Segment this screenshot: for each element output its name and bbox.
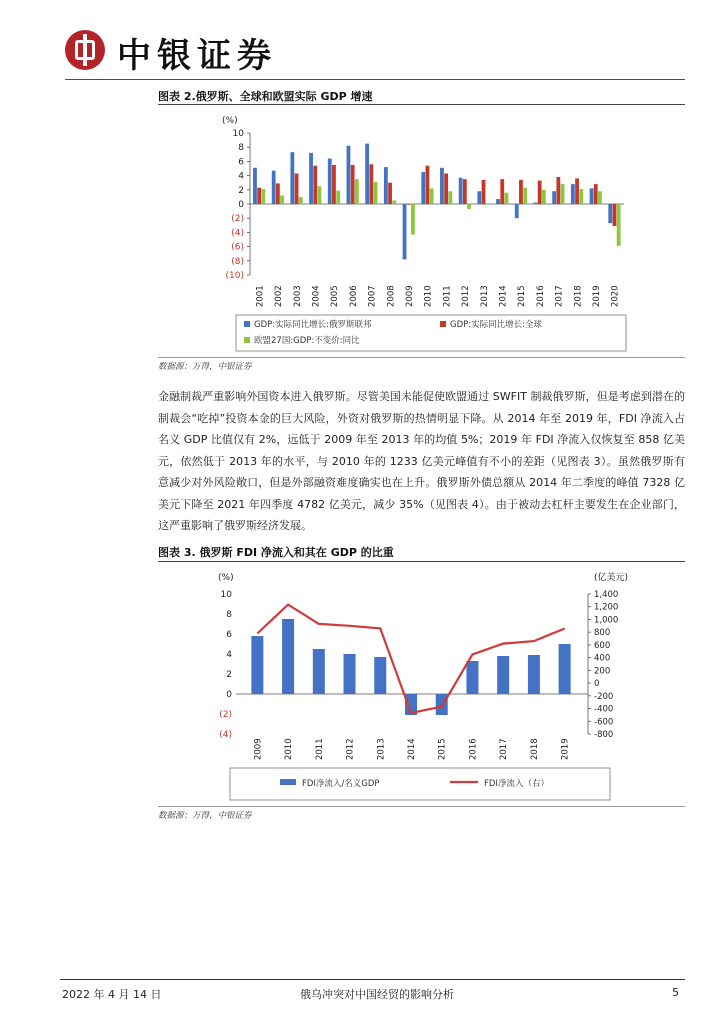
fig3-left-axis-label: (%) [218, 573, 234, 583]
fig2-bar [355, 179, 359, 204]
fig2-legend-swatch [440, 321, 446, 327]
fig2-bar [594, 184, 598, 204]
fig3-right-tick-label: 1,400 [594, 590, 619, 600]
fig3-xtick-label: 2017 [499, 738, 510, 760]
fig2-bar [351, 165, 355, 204]
fig2-xtick-label: 2007 [367, 285, 378, 307]
figure3-title: 图表 3. 俄罗斯 FDI 净流入和其在 GDP 的比重 [158, 546, 394, 559]
fig3-xtick-label: 2010 [284, 738, 295, 760]
fig2-bar [496, 199, 500, 204]
fig3-legend-label: FDI净流入/名义GDP [302, 779, 380, 789]
fig2-xtick-label: 2014 [498, 285, 509, 307]
brand-name: 中银证券 [117, 36, 277, 76]
fig3-right-tick-label: 0 [594, 679, 600, 690]
fig3-bar [374, 657, 386, 694]
fig2-bar [309, 153, 313, 204]
fig2-legend-label: 欧盟27国:GDP:不变价:同比 [254, 336, 360, 346]
fig2-bar [552, 191, 556, 204]
fig2-bar [590, 188, 594, 204]
fig2-xtick-label: 2010 [423, 285, 434, 307]
fig2-xtick-label: 2006 [348, 285, 359, 307]
fig2-bar [542, 190, 546, 204]
fig2-ylabel: (%) [222, 116, 238, 126]
fig2-bar [347, 146, 351, 204]
fig2-ytick-label: 6 [238, 157, 244, 168]
fig2-bar [459, 178, 463, 204]
fig3-bar [282, 619, 294, 694]
page-number: 5 [672, 986, 679, 999]
fig2-bar [579, 189, 583, 204]
footer-date: 2022 年 4 月 14 日 [62, 988, 162, 1001]
fig2-bar [519, 180, 523, 204]
fig2-bar [538, 181, 542, 204]
figure2-title: 图表 2.俄罗斯、全球和欧盟实际 GDP 增速 [158, 90, 373, 103]
fig3-left-tick-label: (2) [219, 710, 232, 720]
fig2-ytick-label: 2 [238, 185, 244, 196]
fig2-bar [556, 177, 560, 204]
fig3-xtick-label: 2009 [253, 738, 264, 760]
fig2-xtick-label: 2015 [517, 285, 528, 307]
fig3-left-tick-label: 8 [226, 610, 232, 620]
fig2-bar [486, 204, 490, 205]
fig3-right-tick-label: -600 [594, 717, 614, 728]
fig2-bar [407, 204, 411, 205]
fig3-right-tick-label: 200 [594, 666, 611, 677]
fig2-xtick-label: 2003 [292, 285, 303, 307]
fig2-bar [534, 203, 538, 204]
fig2-xtick-label: 2002 [274, 285, 285, 307]
fig2-xtick-label: 2016 [535, 285, 546, 307]
fig3-bar [466, 661, 478, 694]
fig3-right-tick-label: -800 [594, 730, 614, 740]
fig2-bar [365, 144, 369, 204]
fig2-bar [500, 179, 504, 204]
fig2-bar [426, 166, 430, 204]
fig2-bar [617, 204, 621, 246]
fig2-xtick-label: 2019 [591, 285, 602, 307]
fig2-bar [430, 188, 434, 204]
fig3-xtick-label: 2016 [468, 738, 479, 760]
fig2-bar [336, 191, 340, 204]
figure3-top-rule [158, 561, 685, 562]
fig2-bar [295, 173, 299, 204]
fig2-bar [613, 204, 617, 226]
fig2-bar [463, 179, 467, 204]
header-divider [65, 79, 685, 80]
fig3-bar [528, 655, 540, 694]
body-paragraph: 金融制裁严重影响外国资本进入俄罗斯。尽管美国未能促使欧盟通过 SWFIT 制裁俄罗斯，但是考虑到潜在的制裁会“吃掉”投资本金的巨大风险，外资对俄罗斯的热情明显下降。从 2014 年至 2019 年，FDI 净流入占名义 GDP 比值仅有 2%，远低于 2009 年至 2013 年的均值 5%；2019 年 FDI 净流入仅恢复至 858 亿美元，依然低于 2013 年的水平，与 2010 年的 1233 亿美元峰值有不小的差距（见图表 3）。虽然俄罗斯有意减少对外风险敞口，但是外部融资难度确实也在上升。俄罗斯外债总额从 2014 年二季度的峰值 7328 亿美元下降至 2021 年四季度 4782 亿美元，减少 35%（见图表 4）。由于被动去杠杆主要发生在企业部门，这严重影响了俄罗斯经济发展。 [158, 390, 685, 532]
fig2-legend-swatch [244, 321, 250, 327]
fig3-right-tick-label: 1,000 [594, 615, 619, 626]
fig3-left-tick-label: 6 [226, 630, 232, 640]
fig2-xtick-label: 2004 [311, 285, 322, 307]
fig2-bar [571, 184, 575, 204]
fig2-xtick-label: 2001 [255, 285, 266, 307]
fig3-xtick-label: 2012 [345, 738, 356, 760]
figure3-bottom-rule [158, 806, 685, 807]
fig2-legend-label: GDP:实际同比增长:全球 [450, 320, 542, 330]
fig2-xtick-label: 2009 [404, 285, 415, 307]
figure2-chart [158, 105, 685, 355]
fig2-bar [257, 188, 261, 204]
fig3-right-tick-label: 600 [594, 640, 611, 651]
fig3-right-tick-label: 800 [594, 628, 611, 639]
fig3-xtick-label: 2018 [529, 738, 540, 760]
fig2-xtick-label: 2020 [610, 285, 621, 307]
fig3-legend-swatch [280, 779, 296, 785]
fig3-bar [559, 644, 571, 694]
fig2-ytick-label: (4) [231, 228, 244, 239]
fig3-xtick-label: 2015 [437, 738, 448, 760]
fig2-bar [421, 172, 425, 204]
fig2-bar [261, 189, 265, 204]
fig2-xtick-label: 2013 [479, 285, 490, 307]
fig3-bar [251, 636, 263, 694]
fig2-bar [598, 191, 602, 204]
fig3-xtick-label: 2014 [407, 738, 417, 760]
fig2-bar [411, 204, 415, 235]
fig2-xtick-label: 2011 [442, 285, 453, 307]
fig3-right-tick-label: -200 [594, 691, 614, 702]
fig3-left-tick-label: 2 [226, 670, 232, 680]
fig2-bar [318, 186, 322, 204]
fig2-xtick-label: 2018 [573, 285, 584, 307]
fig3-legend-label: FDI净流入（右） [484, 779, 549, 789]
figure3-source: 数据源：万得，中银证券 [158, 811, 252, 821]
figure3-chart [158, 564, 685, 804]
fig2-legend-label: GDP:实际同比增长:俄罗斯联邦 [254, 320, 372, 330]
fig2-bar [328, 159, 332, 204]
fig2-bar [280, 195, 284, 204]
fig2-bar [523, 188, 527, 204]
fig2-bar [515, 204, 519, 218]
fig2-bar [403, 204, 407, 259]
fig3-bar [497, 656, 509, 694]
fig2-bar [276, 183, 280, 204]
fig2-bar [253, 168, 257, 204]
fig2-bar [467, 204, 471, 209]
fig3-left-tick-label: 0 [226, 690, 232, 700]
fig3-xtick-label: 2019 [560, 738, 571, 760]
fig2-xtick-label: 2008 [386, 285, 397, 307]
fig2-ytick-label: 0 [238, 200, 244, 210]
report-header [65, 28, 685, 78]
fig3-xtick-label: 2013 [376, 738, 387, 760]
fig2-bar [272, 171, 276, 204]
fig2-bar [290, 152, 294, 204]
fig3-right-tick-label: 1,200 [594, 602, 619, 613]
fig2-bar [313, 166, 317, 204]
fig2-bar [388, 183, 392, 204]
fig3-left-tick-label: (4) [219, 730, 232, 740]
fig2-bar [505, 193, 509, 204]
fig2-bar [608, 204, 612, 223]
fig3-left-tick-label: 4 [226, 650, 232, 660]
fig2-bar [477, 191, 481, 204]
fig2-xtick-label: 2017 [554, 285, 565, 307]
fig2-bar [482, 180, 486, 204]
fig3-right-tick-label: 400 [594, 653, 611, 664]
fig2-xtick-label: 2005 [330, 285, 341, 307]
fig2-bar [561, 184, 565, 204]
fig3-left-tick-label: 10 [220, 590, 232, 600]
footer-title: 俄乌冲突对中国经贸的影响分析 [300, 988, 454, 1001]
bank-logo-icon [65, 30, 105, 70]
fig2-ytick-label: (2) [231, 214, 244, 225]
fig3-xtick-label: 2011 [314, 738, 325, 760]
fig2-ytick-label: (8) [231, 256, 244, 267]
fig2-bar [299, 197, 303, 204]
fig2-bar [369, 164, 373, 204]
fig2-xtick-label: 2012 [461, 285, 472, 307]
footer-divider [60, 979, 685, 980]
figure2-source: 数据源：万得，中银证券 [158, 362, 252, 372]
fig2-bar [392, 200, 396, 204]
fig2-legend-swatch [244, 337, 250, 343]
fig2-bar [575, 178, 579, 204]
fig2-ytick-label: 10 [232, 129, 244, 139]
fig2-ytick-label: 4 [238, 171, 244, 182]
fig2-bar [440, 168, 444, 204]
fig2-ytick-label: (6) [231, 242, 244, 253]
fig3-bar [344, 654, 356, 694]
fig2-ytick-label: 8 [238, 143, 244, 154]
fig3-right-axis-label: (亿美元) [594, 573, 629, 583]
fig2-bar [384, 167, 388, 204]
fig2-bar [448, 191, 452, 204]
figure2-bottom-rule [158, 357, 685, 358]
fig2-ytick-label: (10) [225, 271, 244, 281]
fig3-bar [313, 649, 325, 694]
fig3-right-tick-label: -400 [594, 704, 614, 715]
fig2-bar [332, 165, 336, 204]
fig2-bar [444, 173, 448, 204]
fig2-bar [374, 182, 378, 204]
